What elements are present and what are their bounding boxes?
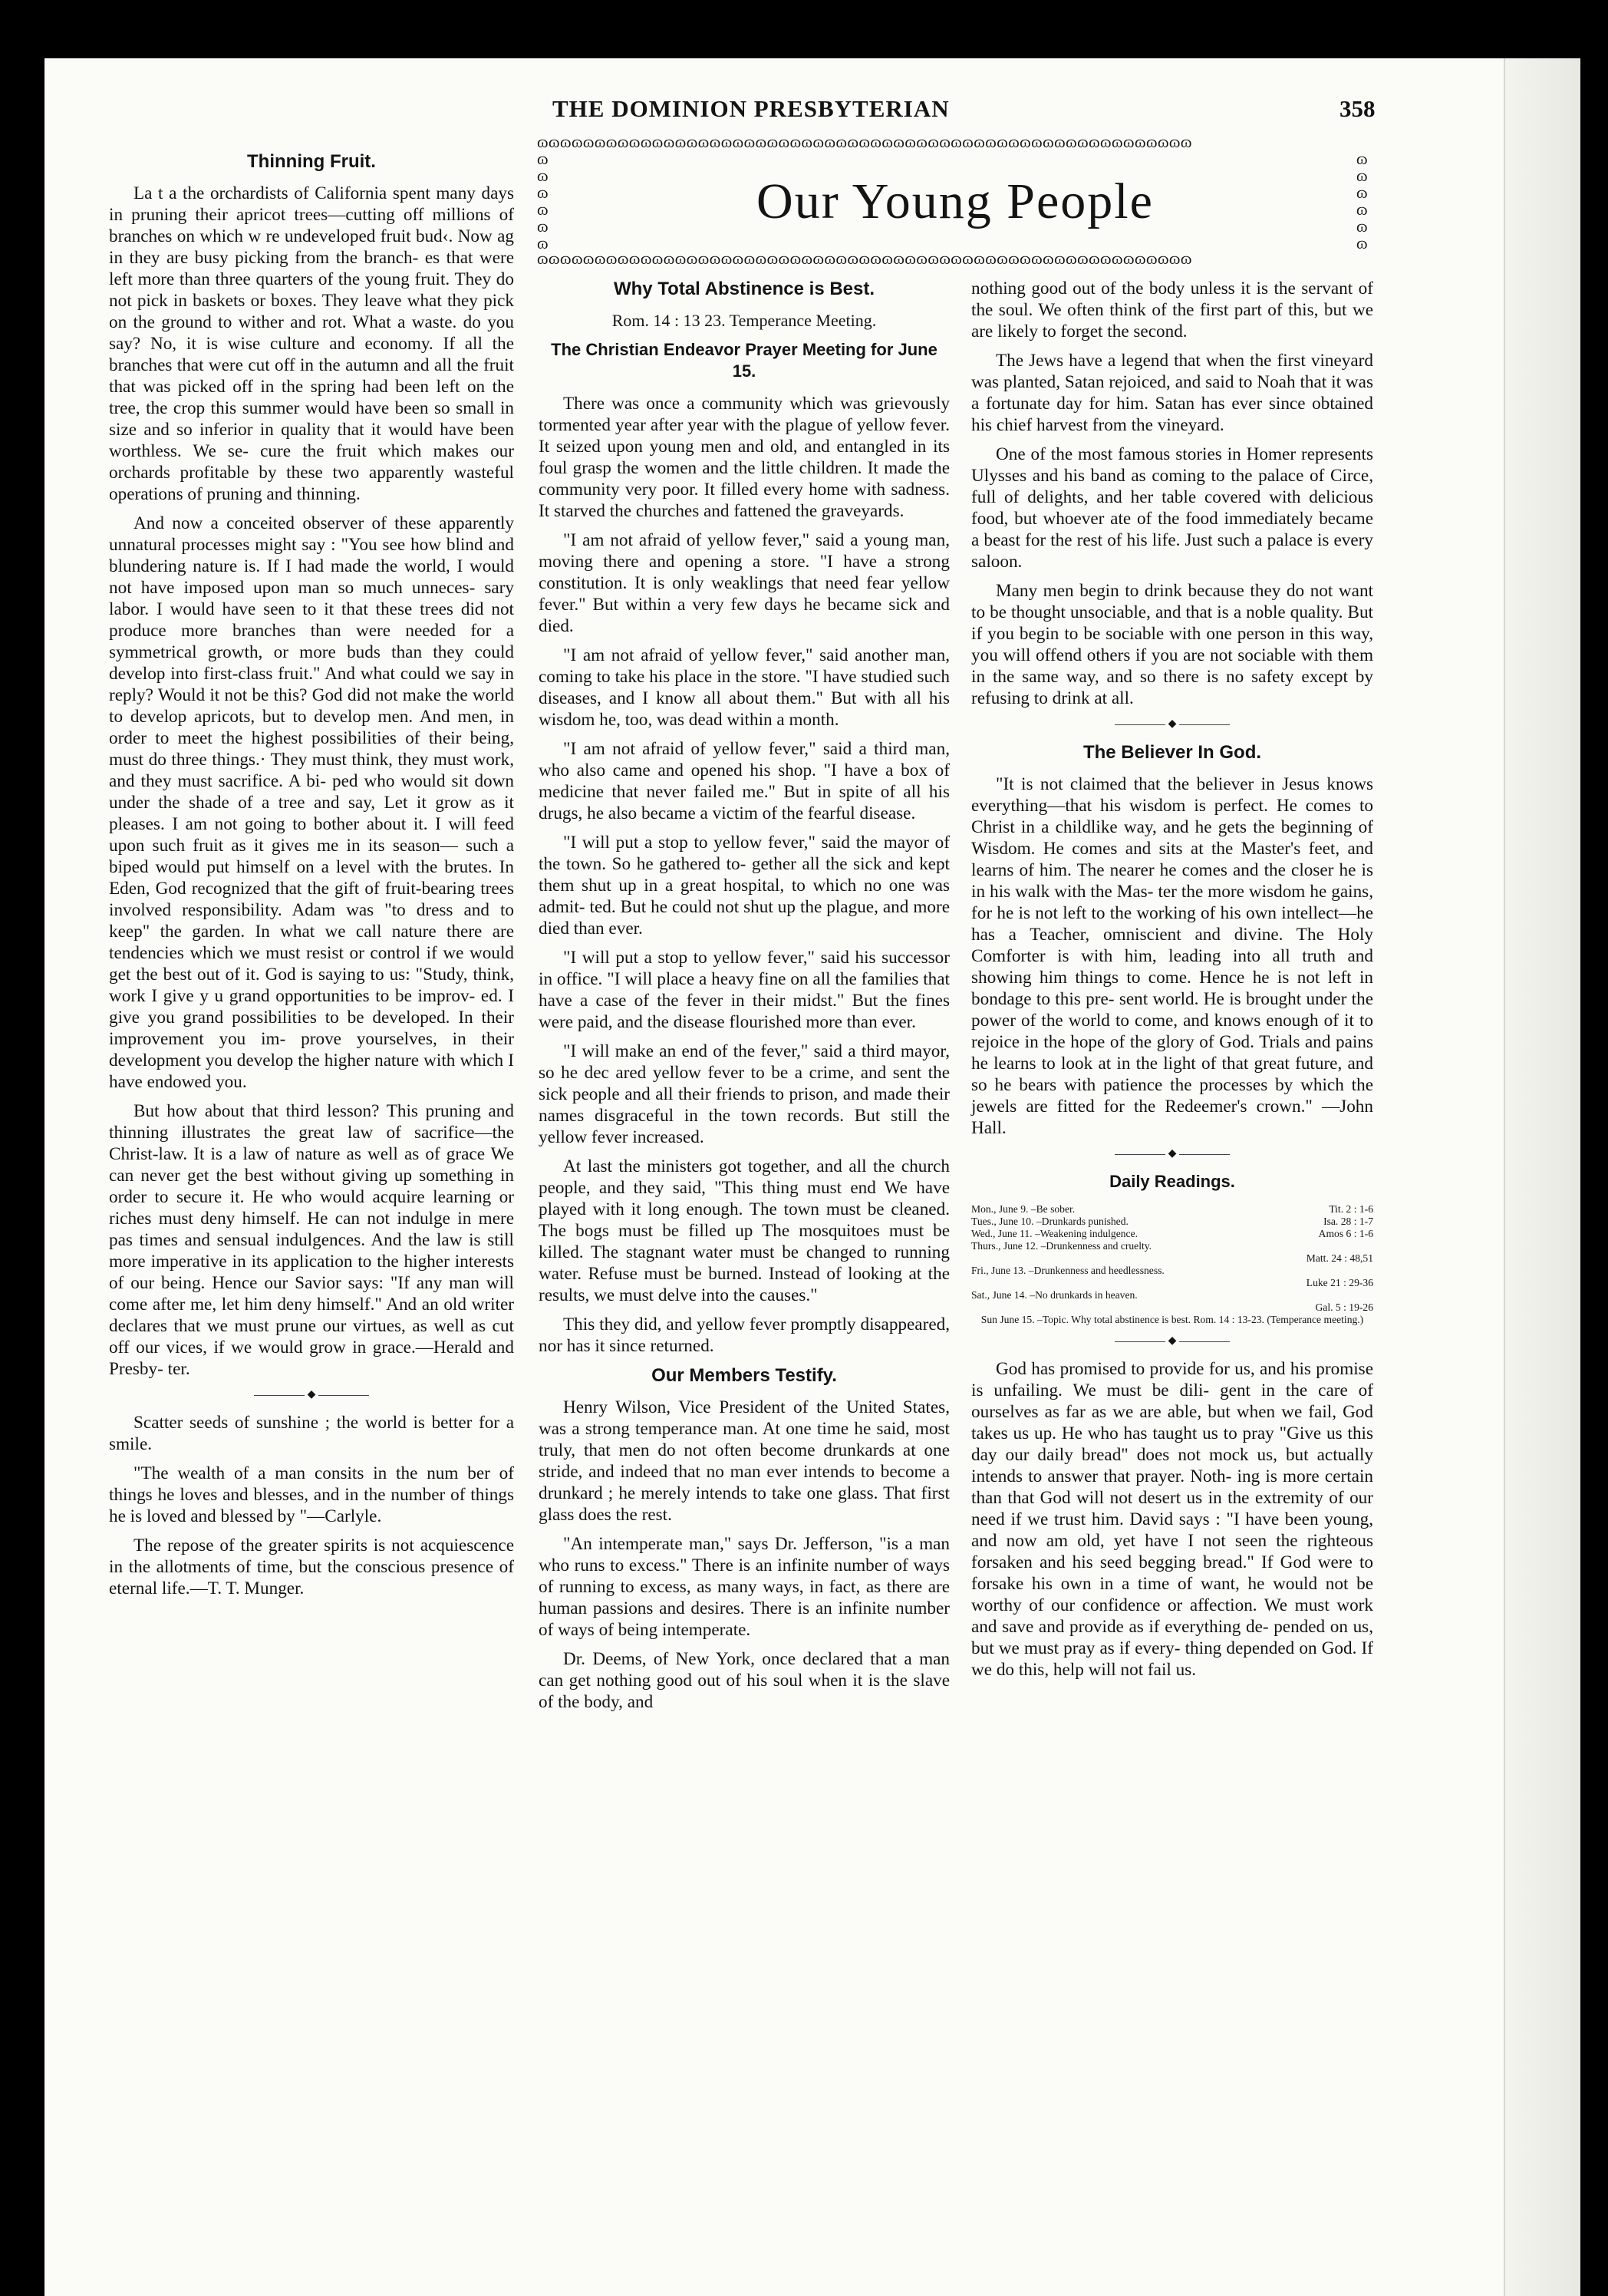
article-heading-members-testify: Our Members Testify.: [651, 1365, 837, 1386]
paragraph: Henry Wilson, Vice President of the United States, was a strong temperance man. At one time he said, most truly, that men do not often become drunkards at one stride, and indeed that no man ever intends to become a drunkard ; he merely intends to take one glass. That first glass does the rest.: [539, 1397, 950, 1525]
paragraph: "I am not afraid of yellow fever," said another man, coming to take his place in the store. "I have studied such diseases, and I know all about them." But with all his wisdom he, too, was dead within a month.: [539, 645, 950, 730]
article-subheading: The Christian Endeavor Prayer Meeting for June 15.: [551, 340, 937, 381]
column-left: [109, 150, 514, 1607]
banner-ornament-bottom: ɷɷɷɷɷɷɷɷɷɷɷɷɷɷɷɷɷɷɷɷɷɷɷɷɷɷɷɷɷɷɷɷɷɷɷɷɷɷɷɷɷɷɷɷɷɷɷɷɷɷɷɷɷɷɷɷɷ: [537, 250, 1192, 267]
reading-row: Sun June 15. –Topic. Why total abstinence is best. Rom. 14 : 13-23. (Temperance meeting.): [980, 1314, 1364, 1325]
page-number: 358: [1339, 95, 1376, 122]
article-heading-believer-in-god: The Believer In God.: [1082, 742, 1262, 763]
paragraph: The Jews have a legend that when the first vineyard was planted, Satan rejoiced, and said to Noah that it was a fortunate day for him. Satan has ever since obtained his chief harvest from the vineyard.: [971, 351, 1373, 435]
paragraph: At last the ministers got together, and all the church people, and they said, "This thing must end We have played with it long enough. The town must be cleaned. The bogs must be filled up The mosquitoes must be killed. The stagnant water must be changed to running water. Refuse must be burned. Instead of looking at the results, we must delve into the causes.": [539, 1156, 950, 1305]
paragraph: "I will put a stop to yellow fever," said his successor in office. "I will place a heavy fine on all the families that have a case of the fever in their midst." But the fines were paid, and the disease flourished more than ever.: [539, 948, 950, 1032]
paragraph: "An intemperate man," says Dr. Jefferson, "is a man who runs to excess." There is an infinite number of ways of running to excess, as many ways, in fact, as there are human passions and desires. There is an infinite number of ways of being intemperate.: [539, 1534, 950, 1640]
banner-ornament-left: ɷ ɷ ɷ ɷ ɷ ɷ: [537, 150, 549, 250]
section-divider: ◆: [971, 1150, 1373, 1159]
reading-row: Sat., June 14. –No drunkards in heaven. Gal. 5 : 19-26: [971, 1289, 1373, 1313]
paragraph: "I am not afraid of yellow fever," said a young man, moving there and opening a store. "I have a strong constitution. It is only weaklings that need fear yellow fever." But within a very few days he became sick and died.: [539, 530, 950, 636]
section-divider: ◆: [971, 720, 1373, 729]
paragraph: La t a the orchardists of California spent many days in pruning their apricot trees—cutting off millions of branches on which w re undeveloped fruit bud‹. Now ag in they are busy picking from the branch- es that were left more than three quarters of the young fruit. They do not pick in baskets or boxes. They leave what they pick on the ground to wither and rot. What a waste. do you say? No, it is wise culture and economy. If all the branches that were cut off in the autumn and all the fruit that was picked off in the spring had been left on the tree, the crop this summer would have been so small in size and so inferior in quality that it would have been worthless. We se- cure the fruit which makes our orchards profitable by these two apparently wasteful operations of pruning and thinning.: [109, 183, 514, 504]
section-divider: ◆: [109, 1390, 514, 1400]
paragraph: "I will put a stop to yellow fever," said the mayor of the town. So he gathered to- gether all the sick and kept them shut up in a great hospital, to which no one was admit- ted. But he could not shut up the plague, and more died than ever.: [539, 833, 950, 939]
paragraph: Dr. Deems, of New York, once declared that a man can get nothing good out of his soul when it is the slave of the body, and: [539, 1649, 950, 1712]
daily-readings-list: [971, 1203, 1373, 1326]
paragraph: Scatter seeds of sunshine ; the world is better for a smile.: [109, 1413, 514, 1454]
banner-ornament-right: ɷ ɷ ɷ ɷ ɷ ɷ: [1356, 150, 1368, 250]
daily-readings-heading: Daily Readings.: [1109, 1172, 1235, 1191]
paragraph: "I will make an end of the fever," said a third mayor, so he dec ared yellow fever to be a crime, and sent the sick people and all their friends to prison, and made their names disgraceful in the town records. But still the yellow fever increased.: [539, 1041, 950, 1147]
scan-corner-mark: [0, 12, 6, 23]
paragraph: "I am not afraid of yellow fever," said a third man, who also came and opened his shop. "I have a box of medicine that never failed me." But in spite of all his drugs, he also became a victim of the fearful disease.: [539, 739, 950, 823]
paragraph: This they did, and yellow fever promptly disappeared, nor has it since returned.: [539, 1315, 950, 1356]
paragraph: Many men begin to drink because they do not want to be thought unsociable, and that is a noble quality. But if you begin to be sociable with one person in this way, you will offend others if you are not sociable with them in the same way, and so there is no safety except by refusing to drink at all.: [971, 581, 1373, 708]
section-banner: [537, 134, 1373, 267]
paragraph: One of the most famous stories in Homer represents Ulysses and his band as coming to the palace of Circe, full of delights, and her table covered with delicious food, but whoever ate of the food immediately became a beast for the rest of his life. Just such a palace is every saloon.: [971, 444, 1373, 572]
article-heading-thinning-fruit: Thinning Fruit.: [247, 151, 376, 172]
reading-row: Fri., June 13. –Drunkenness and heedlessness. Luke 21 : 29-36: [971, 1265, 1373, 1288]
reading-row: Thurs., June 12. –Drunkenness and cruelty. Matt. 24 : 48,51: [971, 1240, 1373, 1264]
article-heading-total-abstinence: Why Total Abstinence is Best.: [613, 279, 875, 299]
paragraph: There was once a community which was grievously tormented year after year with the plague of yellow fever. It seized upon young men and old, and entangled in its foul grasp the women and the little children. It made the community very poor. It filled every home with sadness. It starved the churches and fattened the graveyards.: [539, 394, 950, 521]
paragraph: The repose of the greater spirits is not acquiescence in the allotments of time, but the conscious presence of eternal life.—T. T. Munger.: [109, 1536, 514, 1598]
paragraph: And now a conceited observer of these apparently unnatural processes might say : "You see how blind and blundering nature is. If I had made the world, I would not have imposed upon man so much unneces- sary labor. I would have seen to it that these trees did not produce more branches than were needed for a symmetrical growth, or more buds than they could develop into first-class fruit." And what could we say in reply? Would it not be this? God did not make the world to develop apricots, but to develop men. And men, in order to meet the highest possibilities of their being, must do three things.· They must think, they must work, and they must sacrifice. A bi- ped who would sit down under the shade of a tree and say, Let it grow as it pleases. I am not going to bother about it. I will feed upon such fruit as it gives me in its season— such a biped would put himself on a level with the brutes. In Eden, God recognized that the gift of fruit-bearing trees involved responsibility. Adam was "to dress and to keep" the garden. In what we call nature there are tendencies which we must resist or control if we would get the best out of it. God is saying to us: "Study, think, work I give y u grand opportunities to be improv- ed. I give you grand possibilities to be developed. In their improvement you im- prove yourselves, in their development you develop the higher nature with which I have endowed you.: [109, 513, 514, 1092]
reading-row: Mon., June 9. –Be sober. Tit. 2 : 1-6: [971, 1203, 1373, 1215]
column-right: [971, 278, 1373, 1688]
paragraph: God has promised to provide for us, and his promise is unfailing. We must be dili- gent in the care of ourselves as far as we are able, but when we fail, God takes us up. He who has taught us to pray "Give us this day our daily bread" does not mock us, but actually intends to answer that prayer. Noth- ing is more certain than that God will not desert us in the extremity of our need if we trust him. David says : "I have been young, and now am old, yet have I not seen the righteous forsaken and his seed begging bread." If God were to forsake his own in a time of want, he would not be worthy of our confidence or affection. We must work and save and provide as if everything de- pended on us, but we must pray as if every- thing depended on God. If we do this, help will not fail us.: [971, 1359, 1373, 1680]
column-middle: [539, 278, 950, 1720]
section-title: Our Young People: [756, 173, 1154, 229]
paragraph: But how about that third lesson? This pruning and thinning illustrates the great law of sacrifice—the Christ-law. It is a law of nature as well as of grace We can never get the best without giving up something in order to secure it. He who would acquire learning or riches must deny himself. He can not indulge in mere pas times and sensual indulgences. And the law is still more imperative in its application to the higher interests of our being. Hence our Savior says: "If any man will come after me, let him deny himself." And an old writer declares that we must prune our virtues, as well as cut off our vices, if we would grow in grace.—Herald and Presby- ter.: [109, 1101, 514, 1379]
running-head: [0, 95, 1608, 129]
paragraph: "The wealth of a man consits in the num ber of things he loves and blesses, and in the number of things he is loved and blessed by "—Carlyle.: [109, 1463, 514, 1526]
section-divider: ◆: [971, 1337, 1373, 1346]
reading-row: Tues., June 10. –Drunkards punished. Isa. 28 : 1-7: [971, 1216, 1373, 1227]
paragraph: "It is not claimed that the believer in Jesus knows everything—that his wisdom is perfect. He comes to Christ in a childlike way, and he gets the beginning of Wisdom. He comes and sits at the Master's feet, and learns of him. The nearer he comes and the closer he is in his walk with the Mas- ter the more wisdom he gains, for he is not left to the working of his own intellect—he has a Teacher, omniscient and divine. The Holy Comforter is with him, leading into all truth and showing him things to come. Hence he is not left in bondage to this pre- sent world. He is brought under the power of the world to come, and knows enough of it to rejoice in the hope of the glory of God. Trials and pains he learns to look at in the light of that great future, and so he bears with patience the processes by which the jewels are fitted for the Redeemer's crown." —John Hall.: [971, 774, 1373, 1138]
scripture-reference: Rom. 14 : 13 23. Temperance Meeting.: [611, 311, 877, 330]
publication-title: THE DOMINION PRESBYTERIAN: [552, 95, 950, 122]
reading-row: Wed., June 11. –Weakening indulgence. Amos 6 : 1-6: [971, 1228, 1373, 1239]
facing-page-edge: [1504, 58, 1580, 2296]
banner-ornament-top: ɷɷɷɷɷɷɷɷɷɷɷɷɷɷɷɷɷɷɷɷɷɷɷɷɷɷɷɷɷɷɷɷɷɷɷɷɷɷɷɷɷɷɷɷɷɷɷɷɷɷɷɷɷɷɷɷɷ: [537, 134, 1192, 150]
paragraph: nothing good out of the body unless it is the servant of the soul. We often think of the first part of this, but we are likely to forget the second.: [971, 279, 1373, 341]
